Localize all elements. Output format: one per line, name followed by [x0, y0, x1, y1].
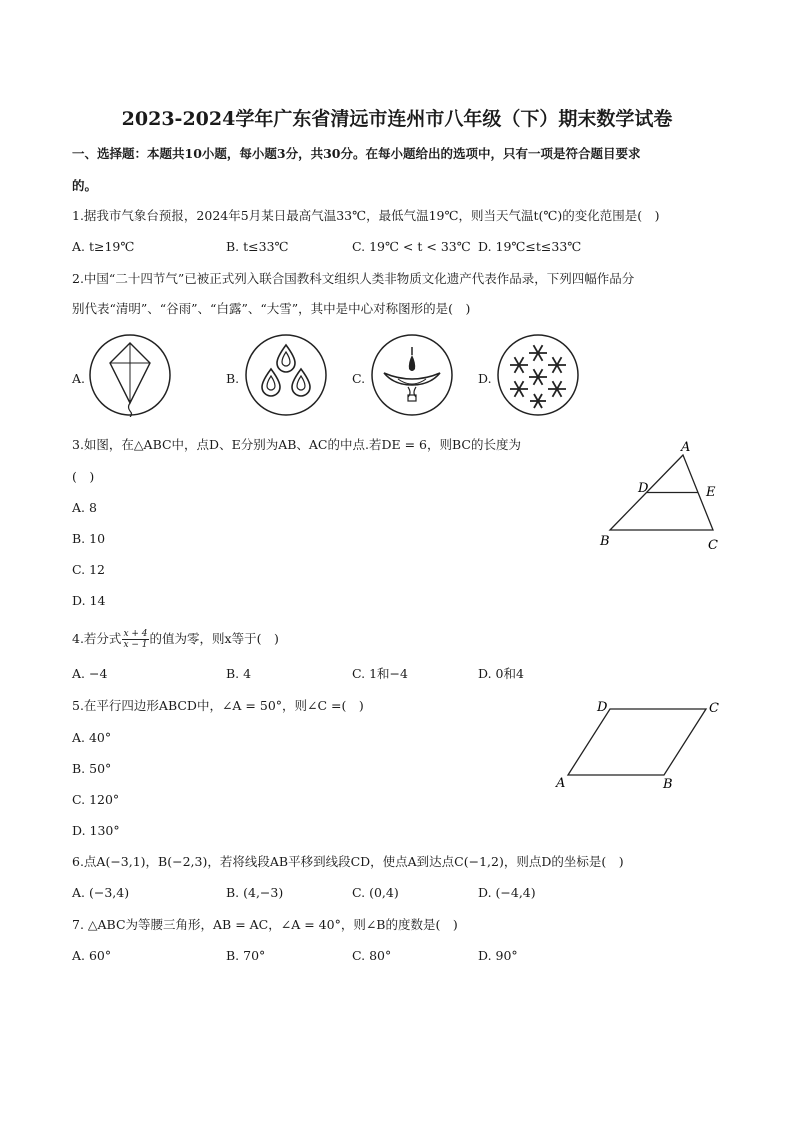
q4-fraction — [122, 629, 148, 650]
q1-option-a: A. t≥19℃ — [72, 239, 135, 254]
q5-option-d: D. 130° — [72, 823, 120, 838]
q1-option-b: B. t≤33℃ — [226, 239, 289, 254]
label-c: C — [708, 538, 718, 553]
q2-stem-line1: 2.中国“二十四节气”已被正式列入联合国教科文组织人类非物质文化遗产代表作品录，下列四幅作品分 — [72, 271, 635, 286]
raindrops-icon — [244, 333, 328, 417]
q3-option-d: D. 14 — [72, 593, 106, 608]
label-a: A — [681, 440, 691, 455]
label-b: B — [663, 777, 673, 792]
q3-stem-line1: 3.如图，在△ABC中，点D、E分别为AB、AC的中点.若DE = 6，则BC的长度为 — [72, 437, 521, 452]
label-d: D — [597, 700, 608, 715]
dew-icon — [370, 333, 454, 417]
q3-option-c: C. 12 — [72, 562, 105, 577]
q1-option-c: C. 19℃ < t < 33℃ — [352, 239, 471, 254]
q3-option-b: B. 10 — [72, 531, 106, 546]
q6-option-b: B. (4,−3) — [226, 885, 284, 900]
q7-option-d: D. 90° — [478, 948, 518, 963]
q5-stem: 5.在平行四边形ABCD中，∠A = 50°，则∠C =( ) — [72, 698, 364, 713]
exam-title: 2023-2024学年广东省清远市连州市八年级（下）期末数学试卷 — [121, 108, 673, 130]
q4-stem-pre: 4.若分式 — [72, 631, 122, 646]
q4-fraction-denominator: x − 1 — [123, 640, 148, 650]
q6-stem: 6.点A(−3,1)，B(−2,3)，若将线段AB平移到线段CD，使点A到达点C(−1,2)，则点D的坐标是( ) — [72, 854, 624, 869]
section-header-line1: 一、选择题：本题共10小题，每小题3分，共30分。在每小题给出的选项中，只有一项是符合题目要求 — [72, 146, 641, 161]
q5-option-a: A. 40° — [72, 730, 112, 745]
q4-option-d: D. 0和4 — [478, 666, 524, 681]
q3-option-a: A. 8 — [72, 500, 97, 515]
label-b: B — [600, 534, 610, 549]
q7-stem: 7. △ABC为等腰三角形，AB = AC，∠A = 40°，则∠B的度数是( ) — [72, 917, 458, 932]
q4-option-c: C. 1和−4 — [352, 666, 408, 681]
q6-option-d: D. (−4,4) — [478, 885, 536, 900]
q7-option-c: C. 80° — [352, 948, 392, 963]
q2-stem-line2: 别代表“清明”、“谷雨”、“白露”、“大雪”，其中是中心对称图形的是( ) — [72, 301, 471, 316]
q2-option-c: C. — [352, 371, 366, 386]
q1-stem: 1.据我市气象台预报，2024年5月某日最高气温33℃，最低气温19℃，则当天气温t(℃)的变化范围是( ) — [72, 208, 660, 223]
label-a: A — [556, 776, 566, 791]
q6-option-a: A. (−3,4) — [72, 885, 130, 900]
triangle-abc-figure — [595, 435, 730, 555]
q5-option-b: B. 50° — [72, 761, 112, 776]
q2-option-a: A. — [72, 371, 86, 386]
q4-stem-post: 的值为零，则x等于( ) — [149, 631, 279, 646]
q4-option-b: B. 4 — [226, 666, 252, 681]
section-header-line2: 的。 — [72, 178, 98, 193]
kite-icon — [88, 333, 172, 417]
q4-stem — [72, 629, 279, 650]
q2-option-b: B. — [226, 371, 240, 386]
q1-option-d: D. 19℃≤t≤33℃ — [478, 239, 582, 254]
label-c: C — [709, 701, 719, 716]
q2-option-d: D. — [478, 371, 492, 386]
q5-option-c: C. 120° — [72, 792, 120, 807]
label-e: E — [706, 485, 716, 500]
q4-option-a: A. −4 — [72, 666, 108, 681]
q7-option-a: A. 60° — [72, 948, 112, 963]
snowflakes-icon — [496, 333, 580, 417]
q4-fraction-numerator: x + 4 — [123, 629, 148, 639]
q6-option-c: C. (0,4) — [352, 885, 399, 900]
q3-stem-line2: ( ) — [72, 469, 95, 484]
label-d: D — [638, 481, 649, 496]
parallelogram-abcd-figure — [548, 695, 728, 795]
q7-option-b: B. 70° — [226, 948, 266, 963]
